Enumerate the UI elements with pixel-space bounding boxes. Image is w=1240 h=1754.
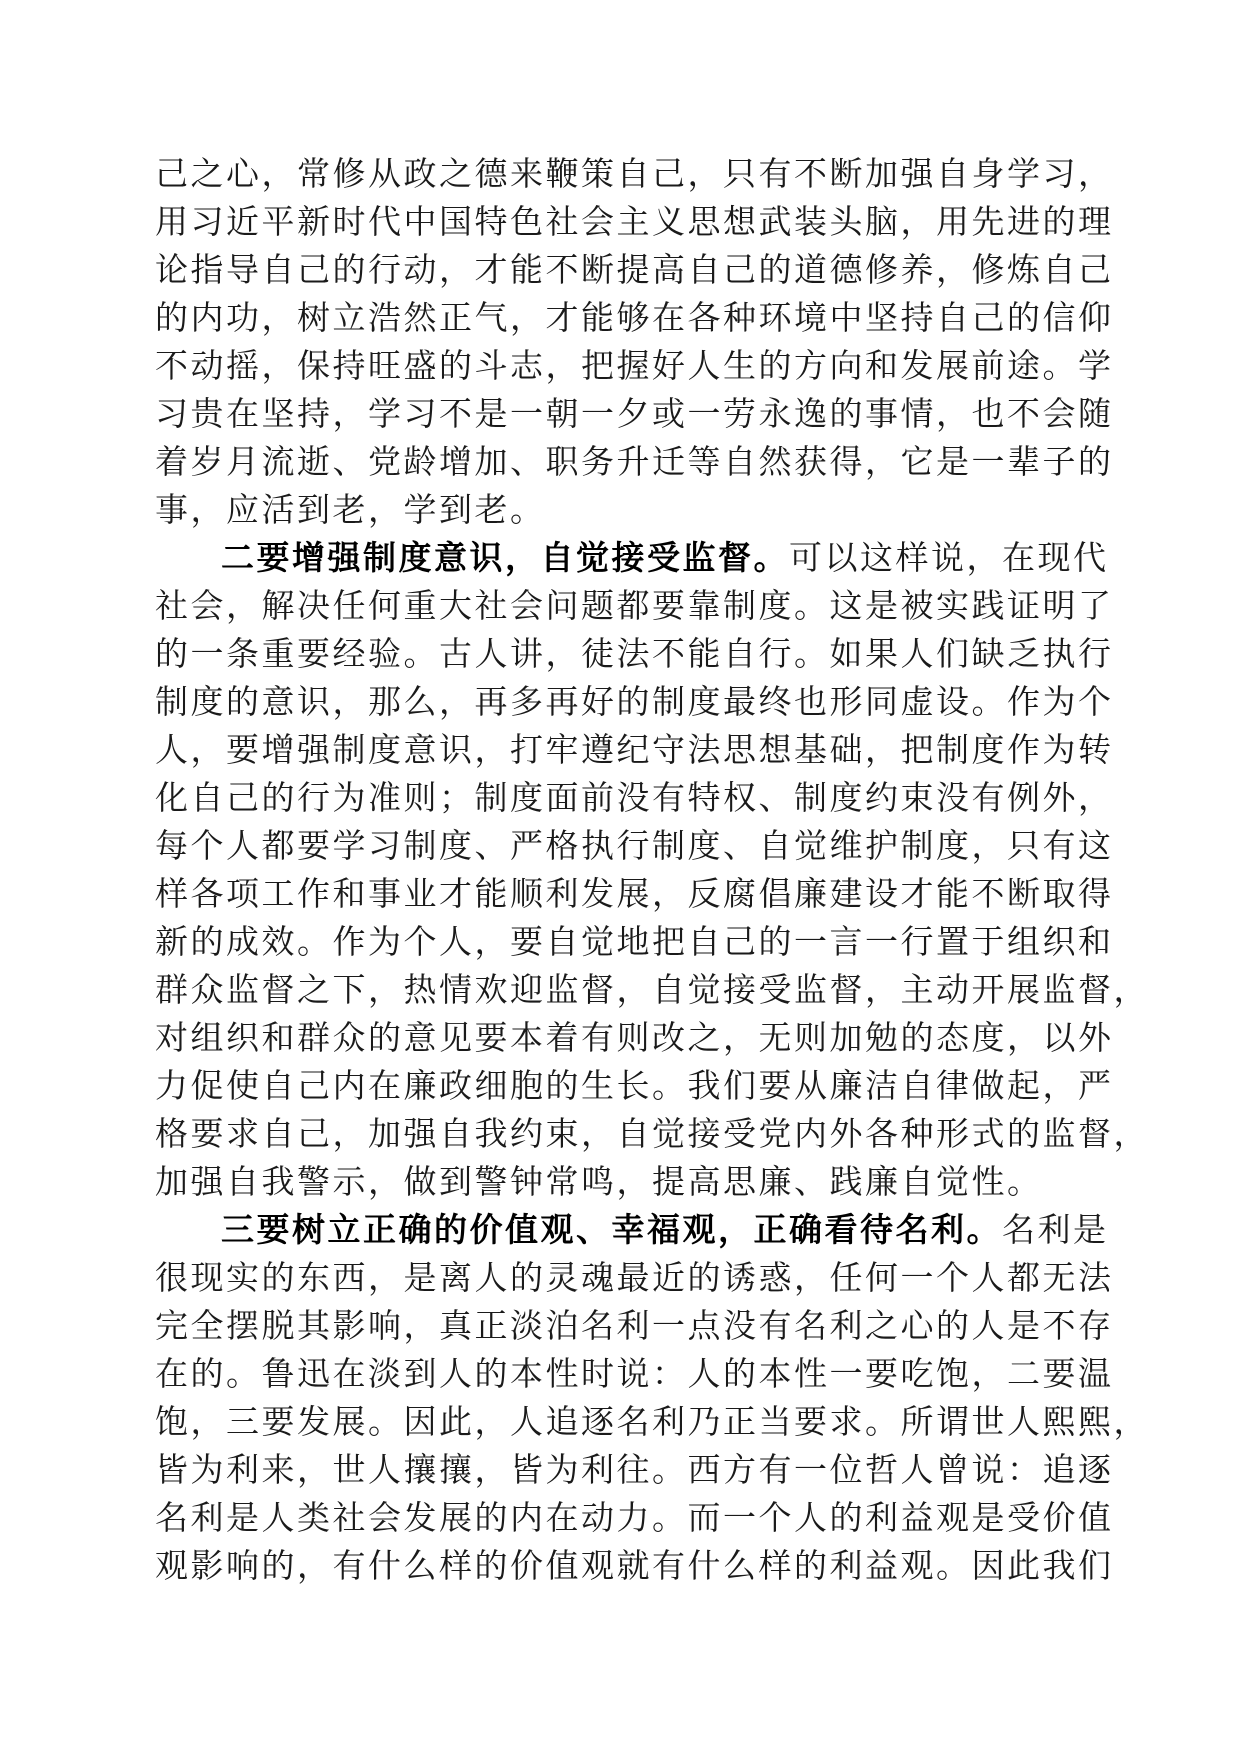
text-line: 事，应活到老，学到老。 (155, 490, 546, 529)
paragraph-3 (155, 1206, 1149, 1590)
paragraph-heading: 三要树立正确的价值观、幸福观，正确看待名利。 (221, 1210, 1002, 1249)
text-line: 化自己的行为准则；制度面前没有特权、制度约束没有例外， (155, 778, 1114, 817)
text-line: 新的成效。作为个人，要自觉地把自己的一言一行置于组织和 (155, 922, 1114, 961)
text-line: 名利是人类社会发展的内在动力。而一个人的利益观是受价值 (155, 1498, 1114, 1537)
text-line: 的一条重要经验。古人讲，徒法不能自行。如果人们缺乏执行 (155, 634, 1114, 673)
text-line: 人，要增强制度意识，打牢遵纪守法思想基础，把制度作为转 (155, 730, 1114, 769)
paragraph-2 (155, 534, 1149, 1206)
text-line: 加强自我警示，做到警钟常鸣，提高思廉、践廉自觉性。 (155, 1162, 1043, 1201)
text-line: 制度的意识，那么，再多再好的制度最终也形同虚设。作为个 (155, 682, 1114, 721)
text-line: 社会，解决任何重大社会问题都要靠制度。这是被实践证明了 (155, 586, 1114, 625)
text-line (155, 1206, 1109, 1254)
paragraph-heading: 二要增强制度意识，自觉接受监督。 (221, 538, 789, 577)
text-line: 样各项工作和事业才能顺利发展，反腐倡廉建设才能不断取得 (155, 874, 1114, 913)
text-line (155, 534, 1109, 582)
text-line: 不动摇，保持旺盛的斗志，把握好人生的方向和发展前途。学 (155, 346, 1114, 385)
text-line: 皆为利来，世人攘攘，皆为利往。西方有一位哲人曾说：追逐 (155, 1450, 1114, 1489)
body-text (155, 150, 1149, 1590)
text-line: 很现实的东西，是离人的灵魂最近的诱惑，任何一个人都无法 (155, 1258, 1114, 1297)
text-line: 的内功，树立浩然正气，才能够在各种环境中坚持自己的信仰 (155, 298, 1114, 337)
text-line: 习贵在坚持，学习不是一朝一夕或一劳永逸的事情，也不会随 (155, 394, 1114, 433)
text-line: 群众监督之下，热情欢迎监督，自觉接受监督，主动开展监督， (155, 970, 1149, 1009)
text-line: 饱，三要发展。因此，人追逐名利乃正当要求。所谓世人熙熙， (155, 1402, 1149, 1441)
paragraph-1 (155, 150, 1114, 534)
text-line: 己之心，常修从政之德来鞭策自己，只有不断加强自身学习， (155, 154, 1114, 193)
text-line: 着岁月流逝、党龄增加、职务升迁等自然获得，它是一辈子的 (155, 442, 1114, 481)
text-run: 名利是 (1002, 1210, 1109, 1249)
text-line: 观影响的，有什么样的价值观就有什么样的利益观。因此我们 (155, 1546, 1114, 1585)
text-line: 论指导自己的行动，才能不断提高自己的道德修养，修炼自己 (155, 250, 1114, 289)
text-run: 可以这样说，在现代 (789, 538, 1109, 577)
text-line: 完全摆脱其影响，真正淡泊名利一点没有名利之心的人是不存 (155, 1306, 1114, 1345)
text-line: 每个人都要学习制度、严格执行制度、自觉维护制度，只有这 (155, 826, 1114, 865)
text-line: 力促使自己内在廉政细胞的生长。我们要从廉洁自律做起，严 (155, 1066, 1114, 1105)
text-line: 格要求自己，加强自我约束，自觉接受党内外各种形式的监督， (155, 1114, 1149, 1153)
text-line: 在的。鲁迅在淡到人的本性时说：人的本性一要吃饱，二要温 (155, 1354, 1114, 1393)
text-line: 对组织和群众的意见要本着有则改之，无则加勉的态度，以外 (155, 1018, 1114, 1057)
text-line: 用习近平新时代中国特色社会主义思想武装头脑，用先进的理 (155, 202, 1114, 241)
